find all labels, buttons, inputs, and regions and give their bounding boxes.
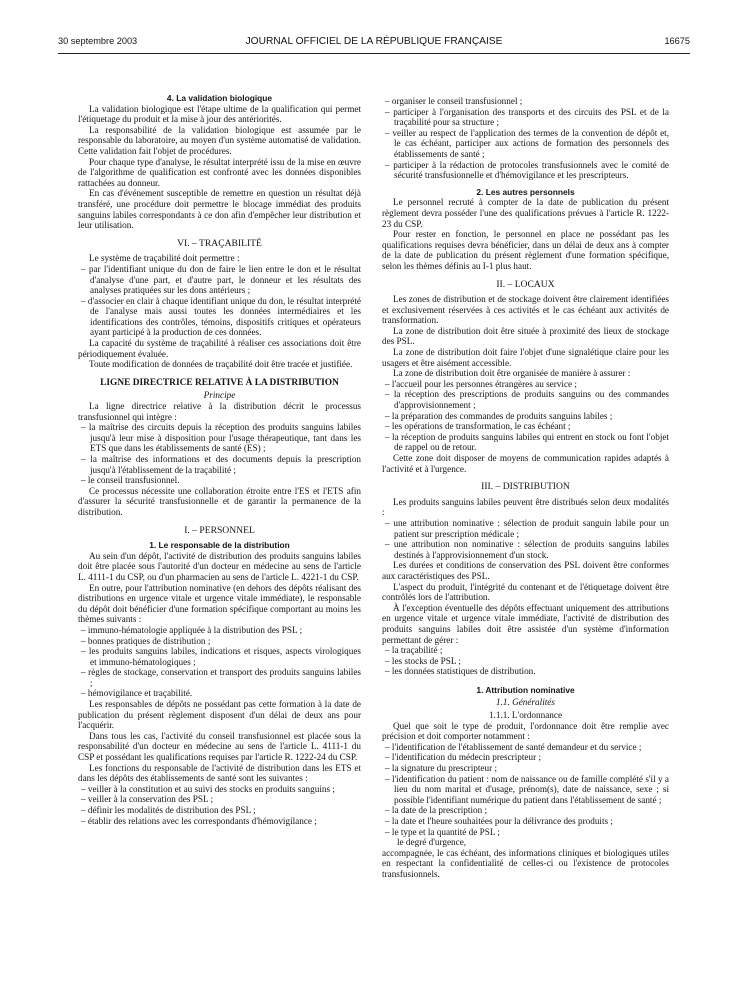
paragraph: À l'exception éventuelle des dépôts effectuant uniquement des attributions en urgence vitale et urgence vitale immédiate, l'activité de distribution des produits sanguins labiles doit être assistée d'un système d'information permettant de gérer : <box>382 602 669 645</box>
guideline-title: LIGNE DIRECTRICE RELATIVE À LA DISTRIBUTION <box>100 377 339 388</box>
list-item: – d'associer en clair à chaque identifiant unique du don, le résultat interprété de l'analyse mais aussi toutes les données intermédiaires et les identifications des contrôles, témoins, dispositifs critiques et opérateurs ayant participé à la production de ces données. <box>78 296 361 338</box>
list-item: – l'identification du médecin prescripteur ; <box>382 752 669 763</box>
header-date: 30 septembre 2003 <box>58 36 138 46</box>
list-item: – hémovigilance et traçabilité. <box>78 688 361 699</box>
list-item: – veiller à la constitution et au suivi des stocks en produits sanguins ; <box>78 784 361 795</box>
paragraph: La capacité du système de traçabilité à réaliser ces associations doit être périodiquement évaluée. <box>78 338 361 359</box>
list-item: – veiller à la conservation des PSL ; <box>78 794 361 805</box>
list-item: – une attribution non nominative : sélection de produits sanguins labiles destinés à l'approvisionnement d'un stock. <box>382 539 669 560</box>
list-item: – la date de la prescription ; <box>382 805 669 816</box>
paragraph: Quel que soit le type de produit, l'ordonnance doit être remplie avec précision et doit comporter notamment : <box>382 720 669 742</box>
list-item: – l'accueil pour les personnes étrangères au service ; <box>382 379 669 390</box>
list-item: – le conseil transfusionnel. <box>78 475 361 486</box>
header-page-number: 16675 <box>664 36 690 46</box>
list-item: – veiller au respect de l'application des termes de la convention de dépôt et, le cas échéant, participer aux actions de formation des personnels des établissements de santé ; <box>382 128 669 160</box>
paragraph: Pour rester en fonction, le personnel en place ne possédant pas les qualifications requises devra bénéficier, dans un délai de deux ans à compter de la date de publication du présent règlement d'une formation spécifique, selon les thèmes définis au I-1 plus haut. <box>382 229 669 271</box>
paragraph: Le système de traçabilité doit permettre : <box>89 253 240 264</box>
paragraph: accompagnée, le cas échéant, des informations cliniques et biologiques utiles en respectant la confidentialité de celles-ci ou l'existence de protocoles transfusionnels. <box>382 847 669 879</box>
paragraph: En cas d'événement susceptible de remettre en question un résultat déjà transféré, une procédure doit permettre le blocage immédiat des produits sanguins labiles correspondants à ce don afin d'empêcher leur distribution et leur utilisation. <box>78 188 361 231</box>
paragraph: Les durées et conditions de conservation des PSL doivent être conformes aux caractéristiques des PSL. <box>382 560 669 581</box>
list-item: – les données statistiques de distribution. <box>382 666 669 677</box>
list-item: – participer à l'organisation des transports et des circuits des PSL et de la traçabilité pour sa structure ; <box>382 107 669 128</box>
list-item: – la traçabilité ; <box>382 645 669 656</box>
list-item: – la réception des prescriptions de produits sanguins ou des commandes d'approvisionnement ; <box>382 389 669 410</box>
paragraph: La zone de distribution doit faire l'objet d'une signalétique claire pour les usagers et être aisément accessible. <box>382 347 669 368</box>
paragraph: Cette zone doit disposer de moyens de communication rapides adaptés à l'activité et à l'urgence. <box>382 453 669 474</box>
section-title: VI. – TRAÇABILITÉ <box>177 237 262 249</box>
list-item: – la maîtrise des circuits depuis la réception des produits sanguins labiles jusqu'à leur mise à disposition pour l'usage thérapeutique, tant dans les ETS que dans les établissements de santé (ES) ; <box>78 422 361 454</box>
paragraph: Dans tous les cas, l'activité du conseil transfusionnel est placée sous la responsabilité d'un docteur en médecine au sens de l'article L. 4111-1 du CSP et possédant les qualifications requises par l'article R. 1222-24 du CSP. <box>78 730 361 763</box>
section-heading: 1. Attribution nominative <box>476 684 575 695</box>
list-item: – règles de stockage, conservation et transport des produits sanguins labiles ; <box>78 667 361 688</box>
list-item: – la préparation des commandes de produits sanguins labiles ; <box>382 411 669 422</box>
list-item: – bonnes pratiques de distribution ; <box>78 636 361 647</box>
subsection-heading: 1.1. Généralités <box>496 697 555 708</box>
list-item: – les produits sanguins labiles, indications et risques, aspects virologiques et immuno-hématologiques ; <box>78 646 361 667</box>
paragraph: Les produits sanguins labiles peuvent être distribués selon deux modalités : <box>382 496 669 518</box>
list-item: – les opérations de transformation, le cas échéant ; <box>382 421 669 432</box>
paragraph: Au sein d'un dépôt, l'activité de distribution des produits sanguins labiles doit être placée sous l'autorité d'un docteur en médecine au sens de l'article L. 4111-1 du CSP, ou d'un pharmacien au sens de l'article L. 4221-1 du CSP. <box>78 550 361 582</box>
list-item: – par l'identifiant unique du don de faire le lien entre le don et le résultat d'analyse d'une part, et d'autre part, le donneur et les résultats des analyses pratiquées sur les dons antérieurs ; <box>78 264 361 296</box>
paragraph: La zone de distribution doit être située à proximité des lieux de stockage des PSL. <box>382 325 669 347</box>
section-heading: 2. Les autres personnels <box>476 186 575 197</box>
subsubsection-heading: 1.1.1. L'ordonnance <box>488 710 563 721</box>
list-item: – participer à la rédaction de protocoles transfusionnels avec le comité de sécurité transfusionnelle et d'hémovigilance et les prescripteurs. <box>382 160 669 181</box>
list-item: – définir les modalités de distribution des PSL ; <box>78 805 361 816</box>
list-item: – la signature du prescripteur ; <box>382 763 669 774</box>
paragraph: La validation biologique est l'étape ultime de la qualification qui permet l'étiquetage du produit et la mise à jour des antériorités. <box>78 103 361 125</box>
list-item: – la maîtrise des informations et des documents depuis la prescription jusqu'à l'établissement de la traçabilité ; <box>78 454 361 475</box>
list-item: – la date et l'heure souhaitées pour la délivrance des produits ; <box>382 816 669 827</box>
list-item: – la réception de produits sanguins labiles qui entrent en stock ou font l'objet de rappel ou de retour. <box>382 432 669 453</box>
paragraph: La ligne directrice relative à la distribution décrit le processus transfusionnel qui intègre : <box>78 401 361 422</box>
paragraph: L'aspect du produit, l'intégrité du contenant et de l'étiquetage doivent être contrôlés lors de l'attribution. <box>382 581 669 603</box>
paragraph: Les responsables de dépôts ne possédant pas cette formation à la date de publication du présent règlement disposent d'un délai de deux ans pour l'acquérir. <box>78 699 361 731</box>
section-heading: 4. La validation biologique <box>166 93 273 103</box>
header-journal-title: JOURNAL OFFICIEL DE LA RÉPUBLIQUE FRANÇAISE <box>245 36 503 47</box>
list-item: – l'identification de l'établissement de santé demandeur et du service ; <box>382 742 669 753</box>
paragraph: Ce processus nécessite une collaboration étroite entre l'ES et l'ETS afin d'assurer la sécurité transfusionnelle et de garantir la permanence de la distribution. <box>78 485 361 517</box>
list-item: – immuno-hématologie appliquée à la distribution des PSL ; <box>78 625 361 636</box>
section-title: II. – LOCAUX <box>496 278 555 290</box>
header-rule <box>58 53 690 54</box>
paragraph: le degré d'urgence, <box>397 837 467 848</box>
paragraph: La zone de distribution doit être organisée de manière à assurer : <box>393 368 631 379</box>
paragraph: La responsabilité de la validation biologique est assumée par le responsable du laboratoire, au moyen d'un système automatisé de validation. Cette validation fait l'objet de procédures. <box>78 124 361 156</box>
paragraph: Les zones de distribution et de stockage doivent être clairement identifiées et exclusivement réservées à ces activités et le cas échéant aux activités de transformation. <box>382 294 669 326</box>
list-item: – une attribution nominative : sélection de produit sanguin labile pour un patient sur prescription médicale ; <box>382 518 669 539</box>
list-item: – les stocks de PSL ; <box>382 656 669 667</box>
list-item: – l'identification du patient : nom de naissance ou de famille complété s'il y a lieu du nom marital et d'usage, prénom(s), date de naissance, sexe ; si possible l'identifiant numérique du patient dans l'établissement de santé ; <box>382 774 669 806</box>
paragraph: Les fonctions du responsable de l'activité de distribution dans les ETS et dans les dépôts des établissements de santé sont les suivantes : <box>78 762 361 784</box>
principle-heading: Principe <box>203 390 236 401</box>
paragraph: Le personnel recruté à compter de la date de publication du présent règlement devra posséder l'une des qualifications prévues à l'article R. 1222-23 du CSP. <box>382 197 669 229</box>
list-item: – le type et la quantité de PSL ; <box>382 827 669 838</box>
section-title: III. – DISTRIBUTION <box>481 481 570 493</box>
list-item: – établir des relations avec les correspondants d'hémovigilance ; <box>78 816 361 827</box>
paragraph: En outre, pour l'attribution nominative (en dehors des dépôts réalisant des distributions en urgence vitale et urgence vitale immédiate), le responsable du dépôt doit bénéficier d'une formation spécifique comportant au moins les thèmes suivants : <box>78 582 361 625</box>
left-column <box>78 90 361 826</box>
right-column <box>382 96 669 880</box>
paragraph: Toute modification de données de traçabilité doit être tracée et justifiée. <box>89 359 353 370</box>
paragraph: Pour chaque type d'analyse, le résultat interprété issu de la mise en œuvre de l'algorithme de qualification est confronté avec les données disponibles rattachées au donneur. <box>78 156 361 188</box>
section-heading: 1. Le responsable de la distribution <box>149 540 290 551</box>
section-title: I. – PERSONNEL <box>184 524 255 536</box>
page-header <box>58 36 690 50</box>
list-item: – organiser le conseil transfusionnel ; <box>382 96 669 107</box>
